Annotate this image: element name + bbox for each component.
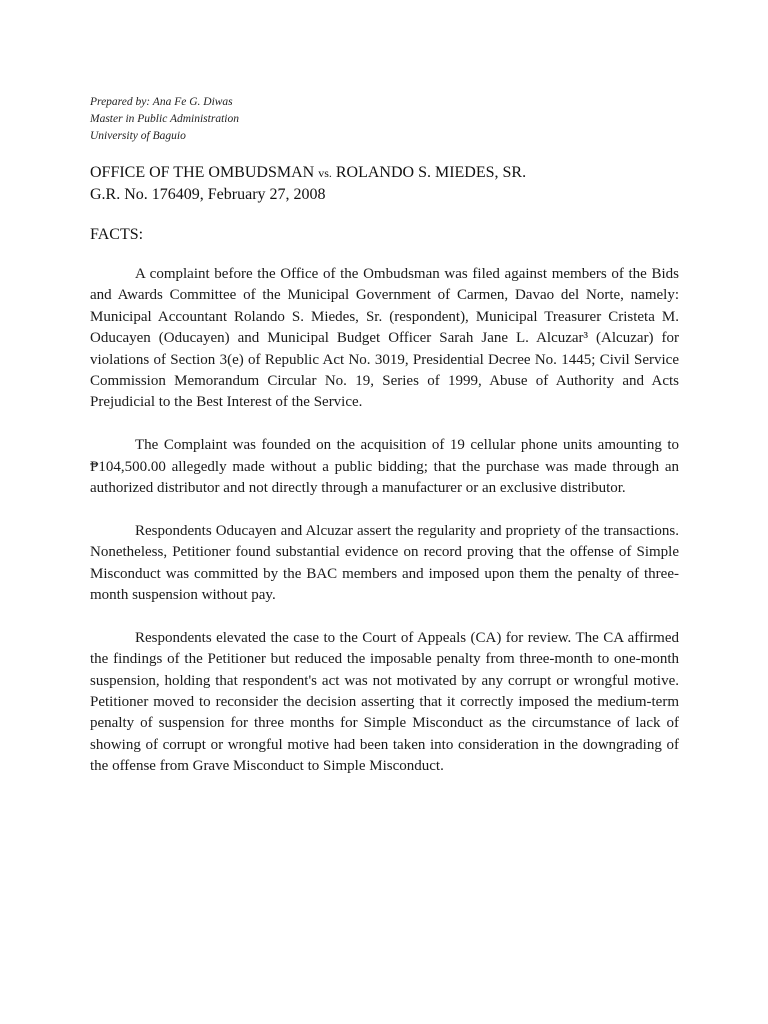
- petitioner-name: OFFICE OF THE OMBUDSMAN: [90, 164, 315, 181]
- facts-paragraph: The Complaint was founded on the acquisition of 19 cellular phone units amounting to ₱104,500.00 allegedly made without a public bidding; that the purchase was made through an authorized distributor and not directly through a manufacturer or an exclusive distributor.: [90, 437, 679, 497]
- facts-body: [90, 264, 679, 778]
- respondent-name: ROLANDO S. MIEDES, SR.: [335, 164, 527, 181]
- degree-line: Master in Public Administration: [90, 113, 239, 125]
- prepared-by-block: [90, 94, 239, 145]
- case-citation: G.R. No. 176409, February 27, 2008: [90, 186, 326, 203]
- facts-paragraph: Respondents Oducayen and Alcuzar assert the regularity and propriety of the transactions. Nonetheless, Petitioner found substantial evidence on record proving that the offense of Simple Misconduct was committed by the BAC members and imposed upon them the penalty of three-month suspension without pay.: [90, 522, 679, 604]
- university-line: University of Baguio: [90, 130, 186, 142]
- case-parties: [90, 162, 690, 184]
- facts-paragraph: Respondents elevated the case to the Court of Appeals (CA) for review. The CA affirmed the findings of the Petitioner but reduced the imposable penalty from three-month to one-month suspension, holding that respondent's act was not motivated by any corrupt or wrongful motive. Petitioner moved to reconsider the decision asserting that it correctly imposed the medium-term penalty of suspension for three months for Simple Misconduct as the circumstance of lack of showing of corrupt or wrongful motive had been taken into consideration in the downgrading of the offense from Grave Misconduct to Simple Misconduct.: [90, 629, 679, 775]
- facts-heading: FACTS:: [90, 226, 144, 243]
- case-title: [90, 162, 690, 206]
- versus-label: vs.: [318, 166, 332, 180]
- prepared-by-line: Prepared by: Ana Fe G. Diwas: [90, 96, 233, 108]
- facts-paragraph: A complaint before the Office of the Ombudsman was filed against members of the Bids and Awards Committee of the Municipal Government of Carmen, Davao del Norte, namely: Municipal Accountant Rolando S. Miedes, Sr. (respondent), Municipal Treasurer Cristeta M. Oducayen (Oducayen) and Municipal Budget Officer Sarah Jane L. Alcuzar³ (Alcuzar) for violations of Section 3(e) of Republic Act No. 3019, Presidential Decree No. 1445; Civil Service Commission Memorandum Circular No. 19, Series of 1999, Abuse of Authority and Acts Prejudicial to the Best Interest of the Service.: [90, 266, 679, 411]
